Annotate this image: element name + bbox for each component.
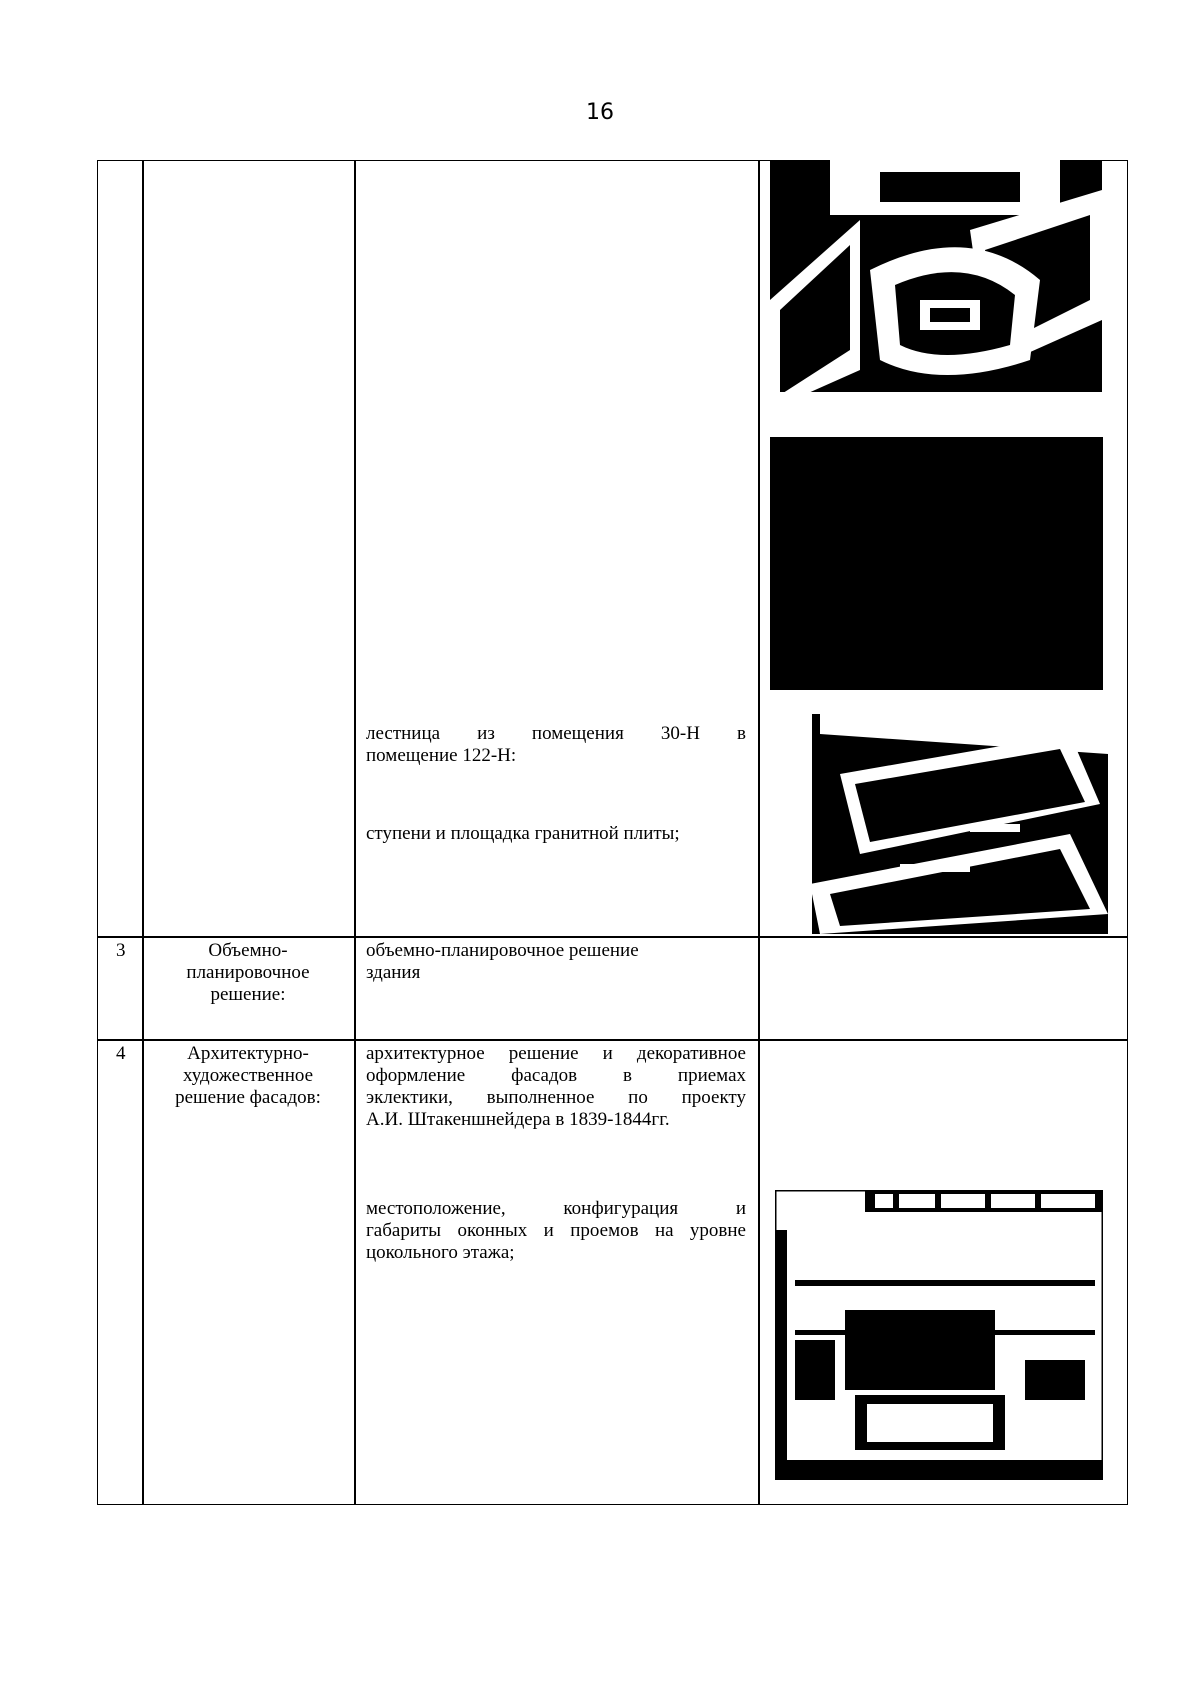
- dark-room-photo: [770, 437, 1103, 690]
- row-3-description-line2: здания: [366, 962, 421, 983]
- staircase-detail: ступени и площадка гранитной плиты;: [366, 823, 680, 844]
- row-4-description-line3: эклектики, выполненное по проекту: [366, 1087, 746, 1108]
- staircase-railing-photo: [770, 160, 1102, 410]
- row-4-detail-line1: местоположение, конфигурация и: [366, 1198, 746, 1219]
- row-4-description-line4: А.И. Штакеншнейдера в 1839-1844гг.: [366, 1109, 670, 1130]
- staircase-description-line1: лестница из помещения 30-Н в: [366, 723, 746, 744]
- row-4-title-line2: художественное: [182, 1065, 314, 1086]
- column-divider-number: [142, 160, 144, 1505]
- basement-window-photo: [775, 1190, 1103, 1480]
- row-3-title-line1: Объемно-: [208, 940, 288, 961]
- row-4-number: 4: [116, 1043, 126, 1064]
- row-3-number: 3: [116, 940, 126, 961]
- row-3-title-line2: планировочное: [186, 962, 310, 983]
- row-3-title-line3: решение:: [210, 984, 286, 1005]
- row-divider-3: [97, 936, 1128, 938]
- row-4-title-line3: решение фасадов:: [175, 1087, 321, 1108]
- row-3-description-line1: объемно-планировочное решение: [366, 940, 639, 961]
- granite-steps-photo: [770, 714, 1108, 934]
- column-divider-title: [354, 160, 356, 1505]
- row-4-detail-line3: цокольного этажа;: [366, 1242, 515, 1263]
- row-4-description-line1: архитектурное решение и декоративное: [366, 1043, 746, 1064]
- row-4-title-line1: Архитектурно-: [187, 1043, 309, 1064]
- row-4-detail-line2: габариты оконных и проемов на уровне: [366, 1220, 746, 1241]
- row-4-description-line2: оформление фасадов в приемах: [366, 1065, 746, 1086]
- column-divider-description: [758, 160, 760, 1505]
- row-divider-4: [97, 1039, 1128, 1041]
- staircase-description-line2: помещение 122-Н:: [366, 745, 517, 766]
- page-number: 16: [586, 100, 614, 125]
